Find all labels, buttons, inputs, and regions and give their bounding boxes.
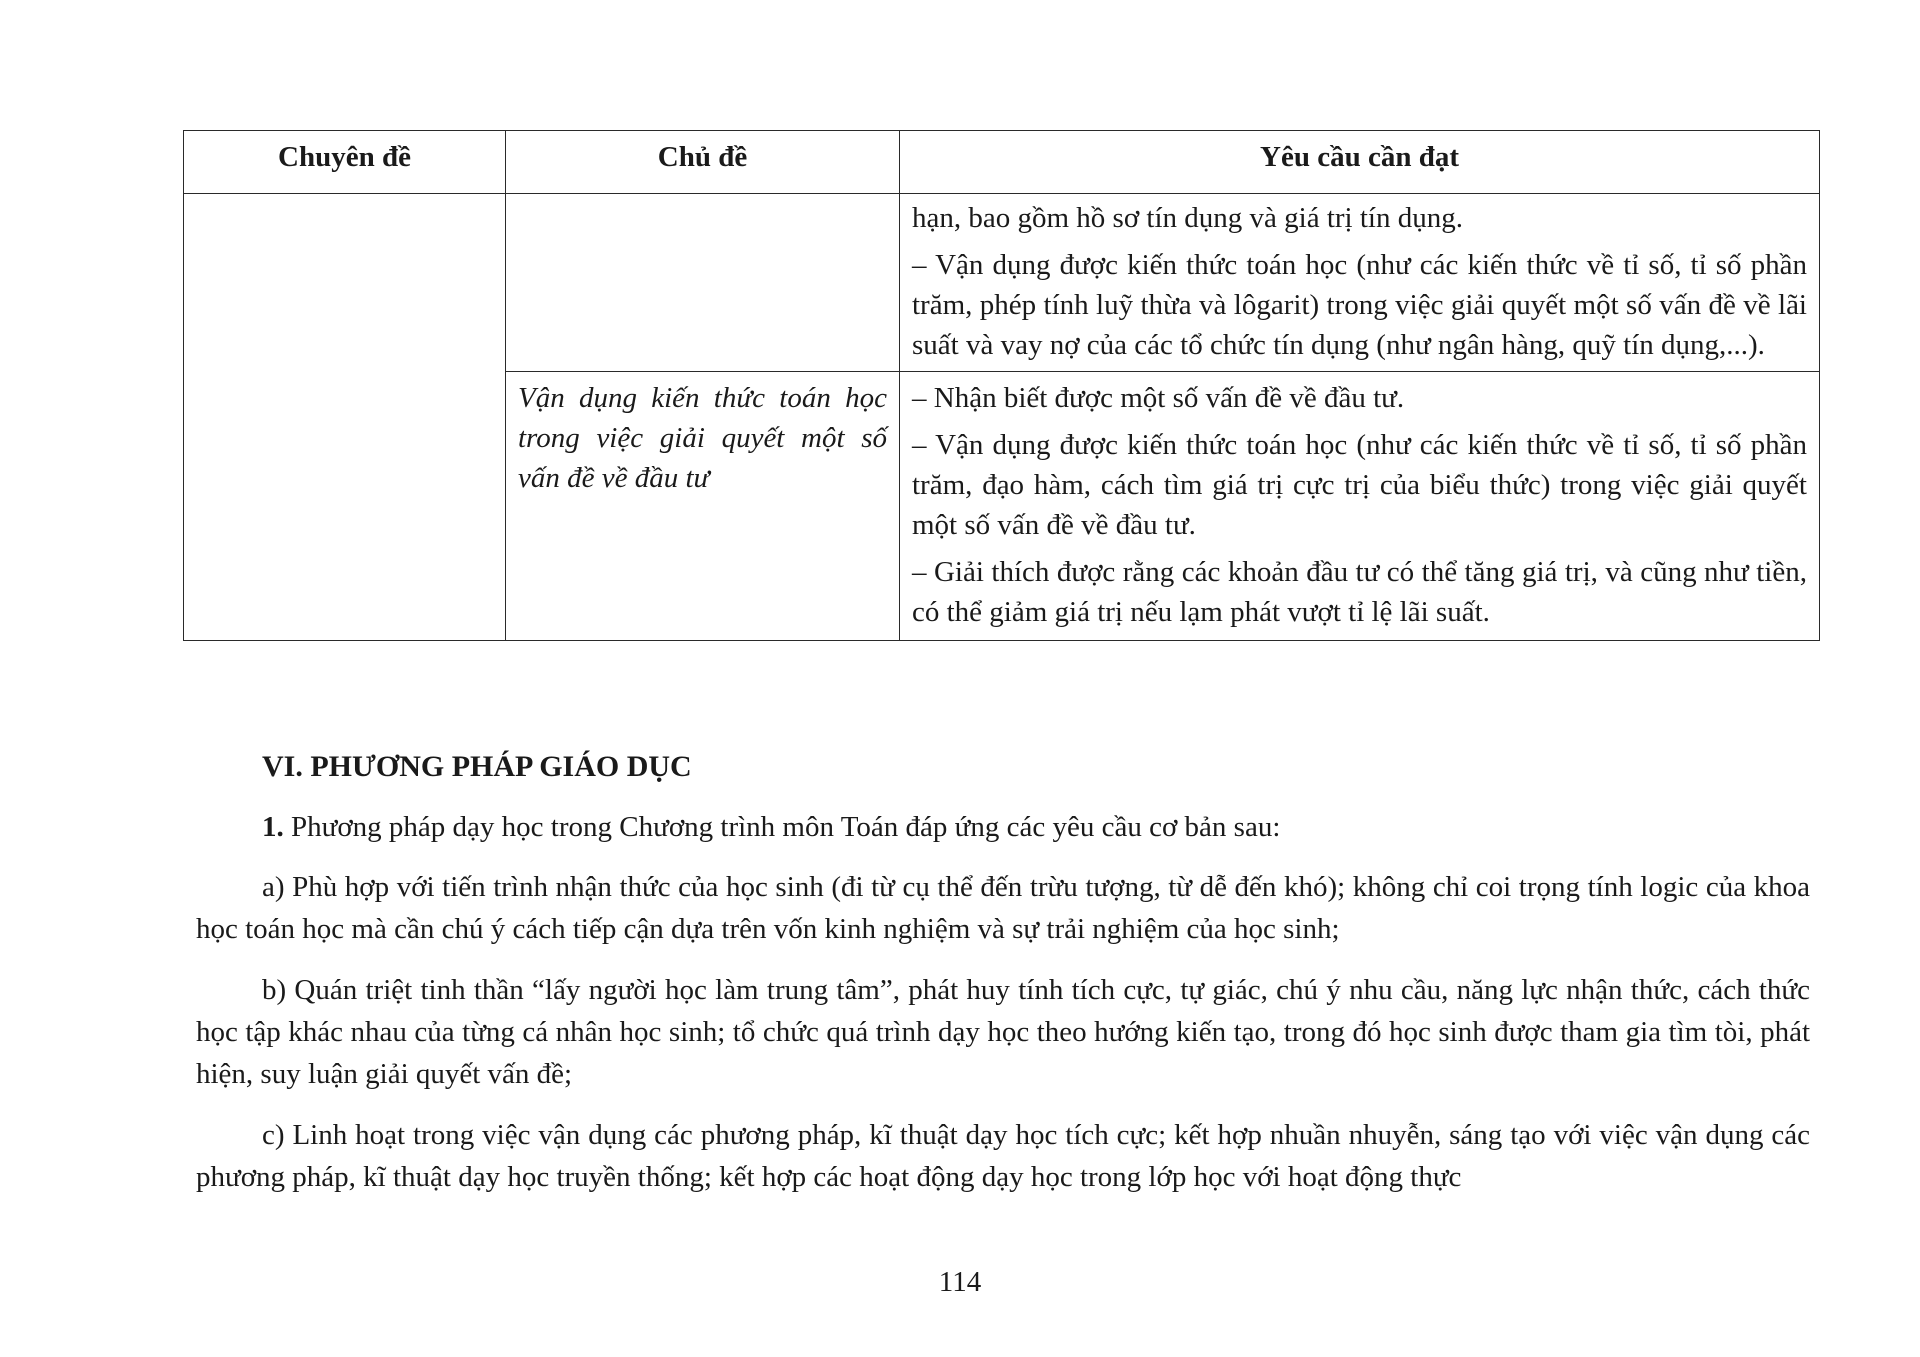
header-yeu-cau: Yêu cầu cần đạt <box>900 131 1820 194</box>
cell-requirements-investment <box>900 372 1820 641</box>
cell-requirements-credit <box>900 194 1820 372</box>
curriculum-table <box>183 130 1820 641</box>
table-row <box>184 194 1820 372</box>
page-number: 114 <box>938 1266 982 1298</box>
table-header-row <box>184 131 1820 194</box>
cell-chuyen-de <box>184 194 506 641</box>
section-heading: VI. PHƯƠNG PHÁP GIÁO DỤC <box>262 750 692 783</box>
header-chu-de: Chủ đề <box>506 131 900 194</box>
requirement-item: – Vận dụng được kiến thức toán học (như các kiến thức về tỉ số, tỉ số phần trăm, phép tính luỹ thừa và lôgarit) trong việc giải quyết một số vấn đề về lãi suất và vay nợ của các tổ chức tín dụng (như ngân hàng, quỹ tín dụng,...). <box>912 249 1807 361</box>
requirement-item: – Vận dụng được kiến thức toán học (như các kiến thức về tỉ số, tỉ số phần trăm, đạo hàm, cách tìm giá trị cực trị của biểu thức) trong việc giải quyết một số vấn đề về đầu tư. <box>912 429 1807 541</box>
requirement-item: – Nhận biết được một số vấn đề về đầu tư. <box>912 382 1405 414</box>
requirement-item: – Giải thích được rằng các khoản đầu tư có thể tăng giá trị, và cũng như tiền, có thể giảm giá trị nếu lạm phát vượt tỉ lệ lãi suất. <box>912 556 1807 628</box>
paragraph-c: c) Linh hoạt trong việc vận dụng các phương pháp, kĩ thuật dạy học tích cực; kết hợp nhuần nhuyễn, sáng tạo với việc vận dụng các phương pháp, kĩ thuật dạy học truyền thống; kết hợp các hoạt động dạy học trong lớp học với hoạt động thực <box>196 1119 1810 1193</box>
cell-chu-de-empty <box>506 194 900 372</box>
section-item-1 <box>262 806 1280 848</box>
header-chuyen-de: Chuyên đề <box>184 131 506 194</box>
item-text: Phương pháp dạy học trong Chương trình môn Toán đáp ứng các yêu cầu cơ bản sau: <box>283 811 1281 843</box>
paragraph-a: a) Phù hợp với tiến trình nhận thức của học sinh (đi từ cụ thể đến trừu tượng, từ dễ đến khó); không chỉ coi trọng tính logic của khoa học toán học mà cần chú ý cách tiếp cận dựa trên vốn kinh nghiệm và sự trải nghiệm của học sinh; <box>196 871 1810 945</box>
paragraph-b: b) Quán triệt tinh thần “lấy người học làm trung tâm”, phát huy tính tích cực, tự giác, chú ý nhu cầu, năng lực nhận thức, cách thức học tập khác nhau của từng cá nhân học sinh; tổ chức quá trình dạy học theo hướng kiến tạo, trong đó học sinh được tham gia tìm tòi, phát hiện, suy luận giải quyết vấn đề; <box>196 974 1810 1090</box>
item-number: 1. <box>262 811 284 843</box>
cell-chu-de-investment: Vận dụng kiến thức toán học trong việc giải quyết một số vấn đề về đầu tư <box>506 372 900 641</box>
requirement-item: hạn, bao gồm hồ sơ tín dụng và giá trị tín dụng. <box>912 202 1463 234</box>
